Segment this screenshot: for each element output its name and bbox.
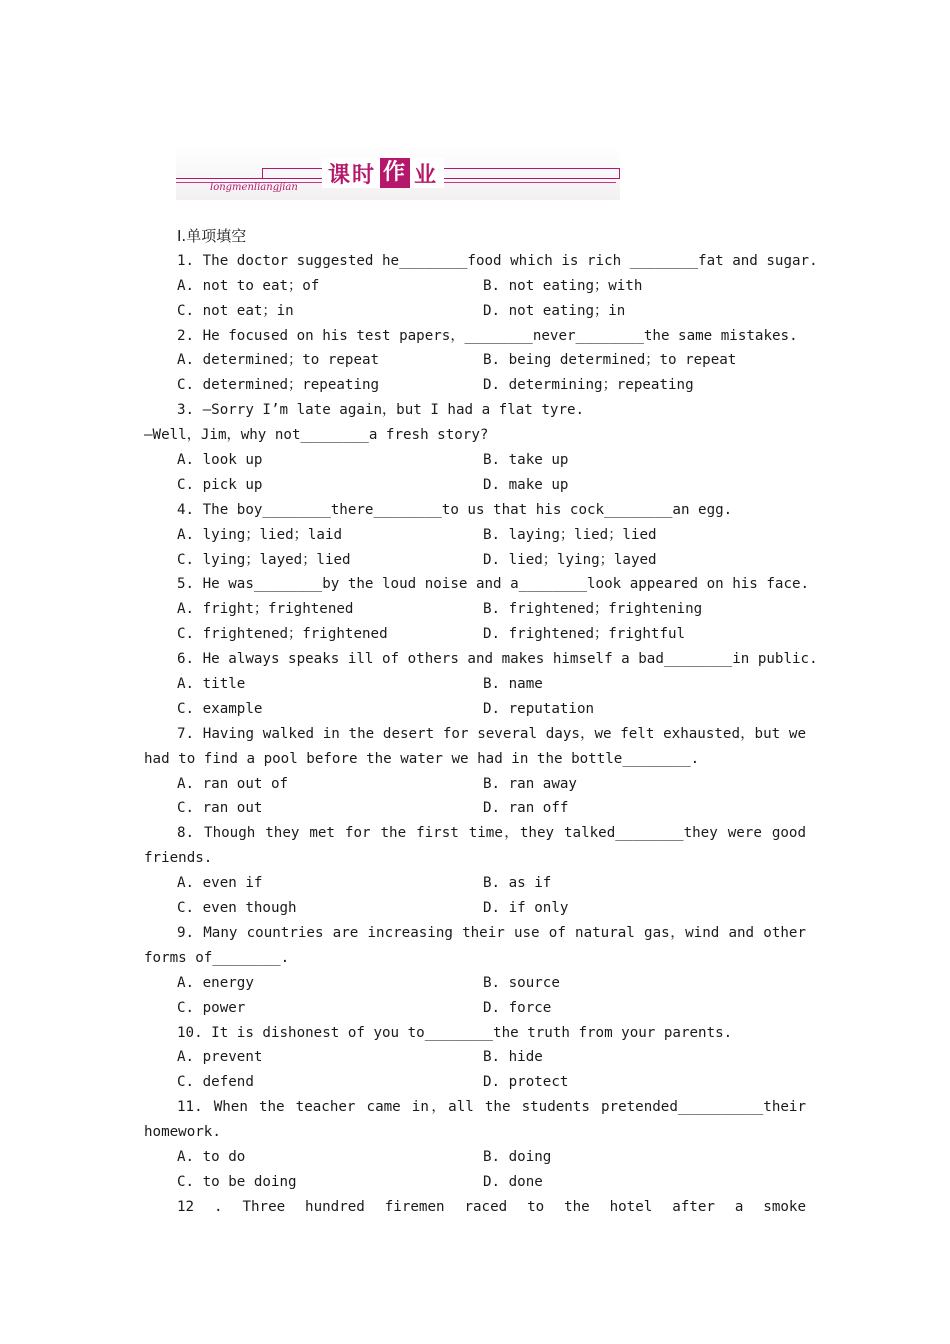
options-row — [144, 772, 806, 797]
option-c: C. pick up — [177, 476, 263, 493]
option-b: B. ran away — [483, 775, 577, 792]
option-a: A. look up — [177, 452, 263, 469]
option-d: D. determining；repeating — [483, 377, 694, 394]
question-7-continued: had to find a pool before the water we had in the bottle________. — [144, 750, 700, 767]
question-9: 9. Many countries are increasing their use of natural gas，wind and other — [177, 924, 806, 941]
option-d: D. frightened；frightful — [483, 626, 686, 643]
options-row — [144, 1170, 806, 1195]
option-a: A. determined；to repeat — [177, 352, 380, 369]
banner-subtitle: longmenliangjian — [210, 182, 298, 193]
option-a: A. not to eat；of — [177, 277, 320, 294]
option-a: A. ran out of — [177, 775, 289, 792]
option-a: A. prevent — [177, 1049, 263, 1066]
option-d: D. force — [483, 999, 552, 1016]
option-a: A. lying；lied；laid — [177, 526, 343, 543]
options-row — [144, 1145, 806, 1170]
question-7: 7. Having walked in the desert for several days，we felt exhausted，but we — [177, 725, 806, 742]
option-a: A. to do — [177, 1148, 246, 1165]
header-banner — [176, 146, 620, 200]
option-d: D. reputation — [483, 700, 595, 717]
option-c: C. not eat；in — [177, 302, 294, 319]
options-row — [144, 597, 806, 622]
option-c: C. even though — [177, 900, 297, 917]
option-c: C. defend — [177, 1074, 254, 1091]
question-1: 1. The doctor suggested he________food which is rich ________fat and sugar. — [177, 252, 818, 269]
options-row — [144, 348, 806, 373]
option-c: C. example — [177, 700, 263, 717]
option-d: D. lied；lying；layed — [483, 551, 657, 568]
question-11: 11. When the teacher came in，all the students pretended__________their — [177, 1099, 806, 1116]
option-d: D. if only — [483, 900, 569, 917]
question-3-continued: —Well，Jim，why not________a fresh story? — [144, 427, 489, 444]
options-row — [144, 373, 806, 398]
option-b: B. doing — [483, 1148, 552, 1165]
question-5: 5. He was________by the loud noise and a________look appeared on his face. — [177, 576, 810, 593]
question-2: 2. He focused on his test papers，________never________the same mistakes. — [177, 327, 798, 344]
option-d: D. protect — [483, 1074, 569, 1091]
worksheet-content — [144, 224, 818, 1220]
option-c: C. frightened；frightened — [177, 626, 388, 643]
options-row — [144, 896, 806, 921]
option-c: C. to be doing — [177, 1173, 297, 1190]
options-row — [144, 1045, 806, 1070]
option-b: B. frightened；frightening — [483, 601, 703, 618]
option-a: A. even if — [177, 875, 263, 892]
options-row — [144, 548, 806, 573]
question-3: 3. —Sorry I’m late again，but I had a flat tyre. — [177, 402, 585, 419]
option-b: B. laying；lied；lied — [483, 526, 657, 543]
option-b: B. name — [483, 676, 543, 693]
option-b: B. hide — [483, 1049, 543, 1066]
question-11-continued: homework. — [144, 1124, 221, 1141]
options-row — [144, 274, 806, 299]
question-9-continued: forms of________. — [144, 949, 290, 966]
option-b: B. being determined；to repeat — [483, 352, 737, 369]
options-row — [144, 697, 806, 722]
option-b: B. not eating；with — [483, 277, 643, 294]
option-a: A. title — [177, 676, 246, 693]
options-row — [144, 796, 806, 821]
option-d: D. not eating；in — [483, 302, 626, 319]
question-4: 4. The boy________there________to us that his cock________an egg. — [177, 501, 733, 518]
question-8: 8. Though they met for the first time，they talked________they were good — [177, 825, 806, 842]
question-8-continued: friends. — [144, 850, 213, 867]
option-b: B. source — [483, 974, 560, 991]
option-b: B. as if — [483, 875, 552, 892]
section-heading: Ⅰ.单项填空 — [177, 227, 247, 245]
option-a: A. energy — [177, 974, 254, 991]
banner-title-pre: 课时 — [328, 162, 377, 188]
option-d: D. ran off — [483, 800, 569, 817]
question-10: 10. It is dishonest of you to________the truth from your parents. — [177, 1024, 733, 1041]
options-row — [144, 1070, 806, 1095]
option-c: C. ran out — [177, 800, 263, 817]
banner-title-post: 业 — [414, 162, 439, 188]
options-row — [144, 871, 806, 896]
banner-title — [322, 158, 444, 188]
banner-title-highlight: 作 — [380, 158, 410, 188]
options-row — [144, 523, 806, 548]
option-b: B. take up — [483, 452, 569, 469]
option-d: D. done — [483, 1173, 543, 1190]
option-c: C. lying；layed；lied — [177, 551, 351, 568]
question-12: 12 . Three hundred firemen raced to the hotel after a smoke — [177, 1198, 806, 1215]
option-c: C. power — [177, 999, 246, 1016]
option-a: A. fright；frightened — [177, 601, 354, 618]
options-row — [144, 996, 806, 1021]
question-6: 6. He always speaks ill of others and makes himself a bad________in public. — [177, 651, 818, 668]
options-row — [144, 299, 806, 324]
options-row — [144, 448, 806, 473]
option-d: D. make up — [483, 476, 569, 493]
option-c: C. determined；repeating — [177, 377, 380, 394]
options-row — [144, 672, 806, 697]
options-row — [144, 473, 806, 498]
options-row — [144, 622, 806, 647]
options-row — [144, 971, 806, 996]
